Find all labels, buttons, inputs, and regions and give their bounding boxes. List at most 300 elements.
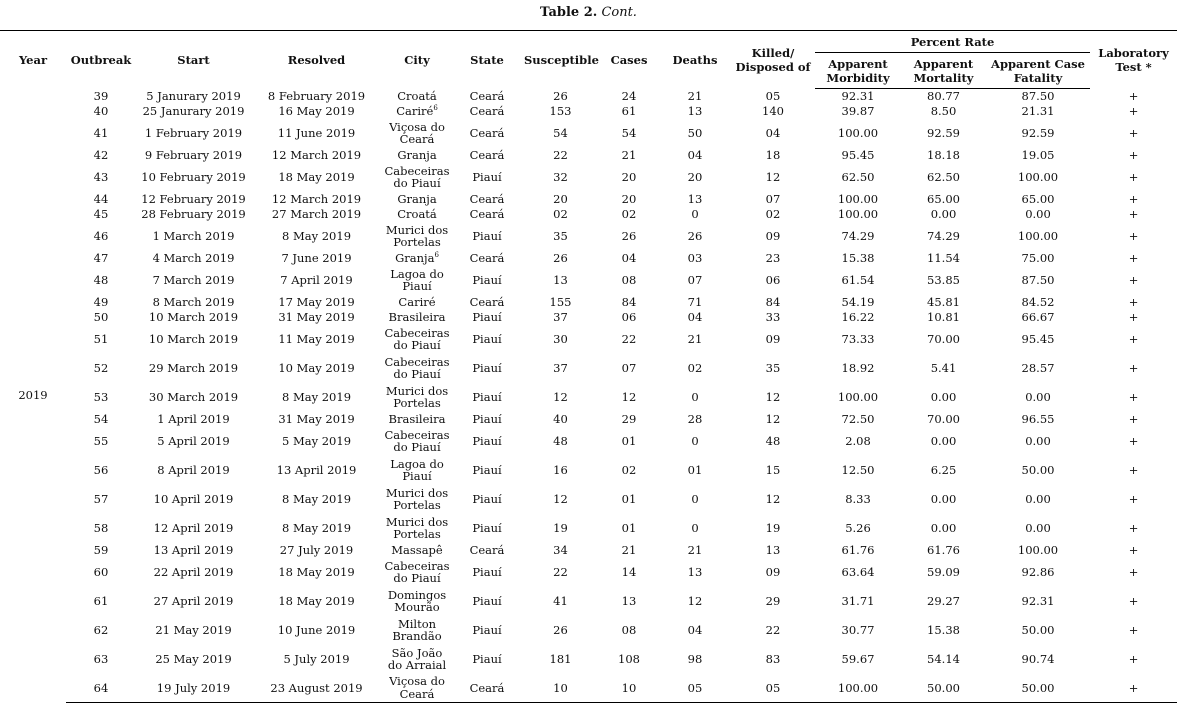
lab-test-cell: + bbox=[1128, 125, 1139, 140]
city-cell bbox=[382, 325, 452, 354]
susceptible-cell: 40 bbox=[553, 411, 568, 426]
header-apparent-mortality: Apparent Mortality bbox=[901, 53, 986, 89]
start-cell: 10 February 2019 bbox=[141, 169, 246, 184]
city-cell bbox=[382, 207, 452, 222]
killed-cell: 06 bbox=[765, 272, 781, 287]
outbreak-cell: 53 bbox=[93, 389, 109, 404]
resolved-cell: 8 May 2019 bbox=[281, 389, 352, 404]
deaths-cell: 07 bbox=[687, 272, 703, 287]
fatality-cell: 0.00 bbox=[1025, 520, 1051, 535]
table-row bbox=[0, 456, 1177, 485]
header-year: Year bbox=[0, 31, 66, 89]
city-name: Viçosa do Ceará bbox=[389, 119, 445, 146]
table-row bbox=[0, 354, 1177, 383]
lab-test-cell: + bbox=[1128, 309, 1139, 324]
morbidity-cell: 100.00 bbox=[815, 674, 901, 703]
resolved-cell: 12 March 2019 bbox=[271, 191, 362, 206]
mortality-cell: 8.50 bbox=[930, 103, 957, 118]
killed-cell: 29 bbox=[765, 593, 781, 608]
header-resolved: Resolved bbox=[251, 31, 382, 89]
table-row bbox=[0, 89, 1177, 104]
table-row bbox=[0, 412, 1177, 427]
mortality-cell: 6.25 bbox=[930, 462, 957, 477]
header-outbreak: Outbreak bbox=[66, 31, 136, 89]
city-name: Granja bbox=[397, 191, 437, 206]
mortality-cell: 29.27 bbox=[927, 593, 960, 608]
lab-test-cell: + bbox=[1128, 206, 1139, 221]
state-cell: Ceará bbox=[469, 250, 505, 265]
table-body bbox=[0, 89, 1177, 703]
state-cell: Piauí bbox=[472, 462, 502, 477]
outbreak-cell: 47 bbox=[93, 250, 109, 265]
deaths-cell: 13 bbox=[687, 191, 703, 206]
outbreak-cell: 42 bbox=[93, 147, 109, 162]
killed-cell: 04 bbox=[765, 125, 781, 140]
resolved-cell: 18 May 2019 bbox=[278, 593, 355, 608]
year-cell: 2019 bbox=[18, 388, 48, 403]
cases-cell: 10 bbox=[599, 674, 659, 703]
deaths-cell: 21 bbox=[687, 88, 703, 103]
state-cell: Piauí bbox=[472, 389, 502, 404]
lab-test-cell: + bbox=[1090, 674, 1177, 703]
state-cell: Ceará bbox=[469, 88, 505, 103]
fatality-cell: 50.00 bbox=[986, 674, 1090, 703]
mortality-cell: 61.76 bbox=[927, 542, 960, 557]
susceptible-cell: 153 bbox=[549, 103, 572, 118]
cases-cell: 84 bbox=[621, 294, 637, 309]
state-cell: Ceará bbox=[452, 674, 522, 703]
mortality-cell: 0.00 bbox=[930, 433, 957, 448]
deaths-cell: 13 bbox=[687, 564, 703, 579]
table-row bbox=[0, 325, 1177, 354]
city-name: São João do Arraial bbox=[387, 645, 447, 672]
city-name: Murici dos Portelas bbox=[385, 514, 449, 541]
morbidity-cell: 15.38 bbox=[841, 250, 875, 265]
morbidity-cell: 5.26 bbox=[845, 520, 871, 535]
city-cell bbox=[382, 383, 452, 412]
outbreak-cell: 61 bbox=[93, 593, 109, 608]
city-cell bbox=[382, 119, 452, 148]
city-name: Brasileira bbox=[388, 411, 446, 426]
city-name: Massapê bbox=[391, 542, 443, 557]
morbidity-cell: 39.87 bbox=[841, 103, 875, 118]
morbidity-cell: 100.00 bbox=[837, 191, 879, 206]
resolved-cell: 8 May 2019 bbox=[281, 491, 352, 506]
start-cell: 4 March 2019 bbox=[152, 250, 235, 265]
susceptible-cell: 26 bbox=[553, 88, 568, 103]
city-cell bbox=[382, 427, 452, 456]
city-name: Cabeceiras do Piauí bbox=[384, 558, 450, 585]
header-state: State bbox=[452, 31, 522, 89]
cases-cell: 13 bbox=[621, 593, 637, 608]
city-name: Murici dos Portelas bbox=[385, 383, 449, 410]
outbreak-cell: 56 bbox=[93, 462, 109, 477]
state-cell: Piauí bbox=[472, 520, 502, 535]
start-cell: 25 Janurary 2019 bbox=[142, 103, 245, 118]
state-cell: Piauí bbox=[472, 491, 502, 506]
deaths-cell: 26 bbox=[687, 228, 703, 243]
resolved-cell: 8 February 2019 bbox=[267, 88, 366, 103]
state-cell: Ceará bbox=[469, 542, 505, 557]
state-cell: Ceará bbox=[469, 125, 505, 140]
city-name: Murici dos Portelas bbox=[385, 485, 449, 512]
state-cell: Ceará bbox=[469, 147, 505, 162]
start-cell: 19 July 2019 bbox=[136, 674, 251, 703]
resolved-cell: 10 May 2019 bbox=[278, 360, 355, 375]
killed-cell: 12 bbox=[765, 491, 781, 506]
fatality-cell: 0.00 bbox=[1025, 206, 1051, 221]
start-cell: 10 March 2019 bbox=[148, 331, 239, 346]
start-cell: 8 April 2019 bbox=[157, 462, 230, 477]
killed-cell: 23 bbox=[765, 250, 781, 265]
deaths-cell: 02 bbox=[687, 360, 703, 375]
start-cell: 22 April 2019 bbox=[153, 564, 234, 579]
susceptible-cell: 30 bbox=[553, 331, 568, 346]
deaths-cell: 12 bbox=[687, 593, 703, 608]
susceptible-cell: 37 bbox=[553, 309, 568, 324]
start-cell: 5 April 2019 bbox=[157, 433, 230, 448]
header-killed: Killed/ Disposed of bbox=[731, 31, 815, 89]
cases-cell: 54 bbox=[621, 125, 637, 140]
city-cell bbox=[382, 222, 452, 251]
city-cell bbox=[382, 645, 452, 674]
fatality-cell: 87.50 bbox=[1021, 272, 1055, 287]
morbidity-cell: 73.33 bbox=[841, 331, 875, 346]
table-row bbox=[0, 148, 1177, 163]
lab-test-cell: + bbox=[1128, 360, 1139, 375]
susceptible-cell: 41 bbox=[553, 593, 568, 608]
killed-cell: 140 bbox=[762, 103, 784, 118]
mortality-cell: 70.00 bbox=[927, 331, 960, 346]
table-row bbox=[0, 645, 1177, 674]
lab-test-cell: + bbox=[1128, 103, 1139, 118]
deaths-cell: 21 bbox=[687, 331, 703, 346]
morbidity-cell: 72.50 bbox=[841, 411, 875, 426]
table-row bbox=[0, 266, 1177, 295]
city-cell bbox=[382, 616, 452, 645]
killed-cell: 84 bbox=[765, 294, 781, 309]
cases-cell: 20 bbox=[621, 191, 637, 206]
start-cell: 12 February 2019 bbox=[141, 191, 246, 206]
city-cell bbox=[382, 310, 452, 325]
city-cell bbox=[382, 456, 452, 485]
morbidity-cell: 61.54 bbox=[841, 272, 875, 287]
fatality-cell: 100.00 bbox=[1017, 169, 1059, 184]
cases-cell: 21 bbox=[621, 147, 637, 162]
resolved-cell: 8 May 2019 bbox=[281, 520, 352, 535]
state-cell: Piauí bbox=[472, 309, 502, 324]
mortality-cell: 0.00 bbox=[930, 491, 957, 506]
resolved-cell: 5 July 2019 bbox=[283, 651, 350, 666]
resolved-cell: 18 May 2019 bbox=[278, 169, 355, 184]
killed-cell: 02 bbox=[765, 206, 781, 221]
morbidity-cell: 63.64 bbox=[841, 564, 875, 579]
outbreak-cell: 49 bbox=[93, 294, 109, 309]
resolved-cell: 11 May 2019 bbox=[278, 331, 355, 346]
header-percent-rate: Percent Rate bbox=[815, 31, 1090, 53]
state-cell: Piauí bbox=[472, 651, 502, 666]
outbreak-cell: 39 bbox=[93, 88, 109, 103]
city-cell bbox=[382, 89, 452, 104]
header-susceptible: Susceptible bbox=[522, 31, 599, 89]
fatality-cell: 0.00 bbox=[1025, 389, 1051, 404]
header-laboratory-test: Laboratory Test * bbox=[1090, 31, 1177, 89]
start-cell: 29 March 2019 bbox=[148, 360, 239, 375]
state-cell: Piauí bbox=[472, 564, 502, 579]
lab-test-cell: + bbox=[1128, 169, 1139, 184]
cases-cell: 02 bbox=[621, 206, 637, 221]
deaths-cell: 28 bbox=[687, 411, 703, 426]
deaths-cell: 50 bbox=[687, 125, 703, 140]
resolved-cell: 11 June 2019 bbox=[277, 125, 356, 140]
city-cell bbox=[382, 192, 452, 207]
city-cell bbox=[382, 163, 452, 192]
table-row bbox=[0, 251, 1177, 266]
susceptible-cell: 48 bbox=[553, 433, 568, 448]
city-name: Cabeceiras do Piauí bbox=[384, 354, 450, 381]
start-cell: 7 March 2019 bbox=[152, 272, 235, 287]
killed-cell: 13 bbox=[765, 542, 781, 557]
outbreak-cell: 55 bbox=[93, 433, 109, 448]
city-name: Lagoa do Piauí bbox=[390, 266, 444, 293]
fatality-cell: 95.45 bbox=[1021, 331, 1055, 346]
resolved-cell: 31 May 2019 bbox=[278, 309, 355, 324]
table-row bbox=[0, 558, 1177, 587]
morbidity-cell: 2.08 bbox=[845, 433, 871, 448]
header-apparent-morbidity: Apparent Morbidity bbox=[815, 53, 901, 89]
table-row bbox=[0, 514, 1177, 543]
morbidity-cell: 92.31 bbox=[841, 89, 875, 103]
table-row bbox=[0, 222, 1177, 251]
morbidity-cell: 61.76 bbox=[841, 542, 875, 557]
cases-cell: 07 bbox=[621, 360, 637, 375]
state-cell: Piauí bbox=[472, 622, 502, 637]
susceptible-cell: 37 bbox=[553, 360, 568, 375]
outbreak-cell: 59 bbox=[93, 542, 109, 557]
fatality-cell: 66.67 bbox=[1021, 309, 1055, 324]
killed-cell: 09 bbox=[765, 331, 781, 346]
state-cell: Piauí bbox=[472, 433, 502, 448]
cases-cell: 14 bbox=[621, 564, 637, 579]
city-cell bbox=[382, 514, 452, 543]
mortality-cell: 0.00 bbox=[930, 520, 957, 535]
fatality-cell: 87.50 bbox=[1021, 89, 1055, 103]
resolved-cell: 7 June 2019 bbox=[281, 250, 352, 265]
table-row bbox=[0, 543, 1177, 558]
start-cell: 9 February 2019 bbox=[144, 147, 243, 162]
susceptible-cell: 26 bbox=[553, 250, 568, 265]
start-cell: 1 February 2019 bbox=[144, 125, 243, 140]
susceptible-cell: 19 bbox=[553, 520, 568, 535]
cases-cell: 08 bbox=[621, 622, 637, 637]
cases-cell: 29 bbox=[621, 411, 637, 426]
outbreak-cell: 48 bbox=[93, 272, 109, 287]
header-apparent-case-fatality: Apparent Case Fatality bbox=[986, 53, 1090, 89]
killed-cell: 09 bbox=[765, 228, 781, 243]
fatality-cell: 21.31 bbox=[1021, 103, 1055, 118]
resolved-cell: 17 May 2019 bbox=[278, 294, 355, 309]
morbidity-cell: 16.22 bbox=[841, 309, 875, 324]
city-cell bbox=[382, 412, 452, 427]
resolved-cell: 27 March 2019 bbox=[271, 206, 362, 221]
killed-cell: 19 bbox=[765, 520, 781, 535]
fatality-cell: 28.57 bbox=[1021, 360, 1055, 375]
morbidity-cell: 59.67 bbox=[841, 651, 875, 666]
cases-cell: 01 bbox=[621, 520, 637, 535]
susceptible-cell: 10 bbox=[522, 674, 599, 703]
resolved-cell: 23 August 2019 bbox=[251, 674, 382, 703]
outbreak-cell: 46 bbox=[93, 228, 109, 243]
killed-cell: 15 bbox=[765, 462, 781, 477]
mortality-cell: 0.00 bbox=[930, 206, 957, 221]
outbreak-cell: 43 bbox=[93, 169, 109, 184]
cases-cell: 61 bbox=[621, 103, 637, 118]
city-cell bbox=[382, 104, 452, 119]
susceptible-cell: 22 bbox=[553, 147, 568, 162]
header-deaths: Deaths bbox=[659, 31, 731, 89]
start-cell: 13 April 2019 bbox=[153, 542, 234, 557]
lab-test-cell: + bbox=[1128, 272, 1139, 287]
outbreak-cell: 41 bbox=[93, 125, 109, 140]
killed-cell: 12 bbox=[765, 169, 781, 184]
state-cell: Piauí bbox=[472, 169, 502, 184]
state-cell: Piauí bbox=[472, 272, 502, 287]
city-cell bbox=[382, 485, 452, 514]
city-name: Croatá bbox=[397, 206, 437, 221]
city-name: Domingos Mourão bbox=[387, 587, 447, 614]
start-cell: 1 March 2019 bbox=[152, 228, 235, 243]
susceptible-cell: 13 bbox=[553, 272, 568, 287]
lab-test-cell: + bbox=[1128, 147, 1139, 162]
killed-cell: 83 bbox=[765, 651, 781, 666]
killed-cell: 35 bbox=[765, 360, 781, 375]
mortality-cell: 53.85 bbox=[927, 272, 960, 287]
outbreak-cell: 52 bbox=[93, 360, 109, 375]
table-row bbox=[0, 587, 1177, 616]
susceptible-cell: 02 bbox=[553, 206, 568, 221]
mortality-cell: 0.00 bbox=[930, 389, 957, 404]
outbreak-table bbox=[0, 30, 1177, 703]
table-row bbox=[0, 310, 1177, 325]
lab-test-cell: + bbox=[1128, 622, 1139, 637]
lab-test-cell: + bbox=[1128, 294, 1139, 309]
killed-cell: 05 bbox=[765, 88, 781, 103]
resolved-cell: 16 May 2019 bbox=[278, 103, 355, 118]
city-cell bbox=[382, 266, 452, 295]
morbidity-cell: 54.19 bbox=[841, 294, 875, 309]
outbreak-cell: 44 bbox=[93, 191, 109, 206]
morbidity-cell: 30.77 bbox=[841, 622, 875, 637]
city-cell bbox=[382, 295, 452, 310]
morbidity-cell: 8.33 bbox=[845, 491, 871, 506]
fatality-cell: 90.74 bbox=[1021, 651, 1055, 666]
footnote-marker: 6 bbox=[433, 103, 438, 112]
cases-cell: 06 bbox=[621, 309, 637, 324]
susceptible-cell: 35 bbox=[553, 228, 568, 243]
lab-test-cell: + bbox=[1128, 389, 1139, 404]
fatality-cell: 50.00 bbox=[1021, 462, 1055, 477]
killed-cell: 18 bbox=[765, 147, 781, 162]
morbidity-cell: 62.50 bbox=[841, 169, 875, 184]
killed-cell: 12 bbox=[765, 411, 781, 426]
morbidity-cell: 74.29 bbox=[841, 228, 875, 243]
state-cell: Ceará bbox=[469, 294, 505, 309]
deaths-cell: 0 bbox=[691, 389, 699, 404]
outbreak-cell: 63 bbox=[93, 651, 109, 666]
city-name: Viçosa do Ceará bbox=[389, 674, 445, 701]
resolved-cell: 7 April 2019 bbox=[280, 272, 353, 287]
mortality-cell: 15.38 bbox=[927, 622, 960, 637]
city-cell bbox=[382, 674, 452, 703]
fatality-cell: 92.31 bbox=[1021, 593, 1055, 608]
fatality-cell: 0.00 bbox=[1025, 433, 1051, 448]
lab-test-cell: + bbox=[1128, 491, 1139, 506]
city-cell bbox=[382, 587, 452, 616]
resolved-cell: 27 July 2019 bbox=[279, 542, 354, 557]
deaths-cell: 13 bbox=[687, 103, 703, 118]
lab-test-cell: + bbox=[1128, 331, 1139, 346]
cases-cell: 01 bbox=[621, 491, 637, 506]
resolved-cell: 10 June 2019 bbox=[277, 622, 356, 637]
outbreak-cell: 40 bbox=[93, 103, 109, 118]
state-cell: Piauí bbox=[472, 593, 502, 608]
lab-test-cell: + bbox=[1128, 542, 1139, 557]
cases-cell: 20 bbox=[621, 169, 637, 184]
table-row bbox=[0, 295, 1177, 310]
table-row bbox=[0, 383, 1177, 412]
header-city: City bbox=[382, 31, 452, 89]
mortality-cell: 11.54 bbox=[927, 250, 960, 265]
resolved-cell: 31 May 2019 bbox=[278, 411, 355, 426]
morbidity-cell: 18.92 bbox=[841, 360, 875, 375]
killed-cell: 05 bbox=[731, 674, 815, 703]
state-cell: Piauí bbox=[472, 228, 502, 243]
fatality-cell: 96.55 bbox=[1021, 411, 1055, 426]
mortality-cell: 65.00 bbox=[927, 191, 960, 206]
state-cell: Piauí bbox=[472, 411, 502, 426]
mortality-cell: 54.14 bbox=[927, 651, 960, 666]
lab-test-cell: + bbox=[1128, 520, 1139, 535]
mortality-cell: 92.59 bbox=[927, 125, 960, 140]
killed-cell: 33 bbox=[765, 309, 781, 324]
susceptible-cell: 155 bbox=[549, 294, 572, 309]
deaths-cell: 01 bbox=[687, 462, 703, 477]
start-cell: 8 March 2019 bbox=[152, 294, 235, 309]
killed-cell: 09 bbox=[765, 564, 781, 579]
mortality-cell: 50.00 bbox=[901, 674, 986, 703]
mortality-cell: 10.81 bbox=[927, 309, 960, 324]
fatality-cell: 100.00 bbox=[1017, 228, 1059, 243]
deaths-cell: 98 bbox=[687, 651, 703, 666]
susceptible-cell: 32 bbox=[553, 169, 568, 184]
lab-test-cell: + bbox=[1128, 250, 1139, 265]
outbreak-cell: 57 bbox=[93, 491, 109, 506]
table-row bbox=[0, 192, 1177, 207]
city-name: Cariré bbox=[396, 103, 434, 118]
table-row bbox=[0, 119, 1177, 148]
outbreak-cell: 62 bbox=[93, 622, 109, 637]
susceptible-cell: 20 bbox=[553, 191, 568, 206]
morbidity-cell: 100.00 bbox=[837, 206, 879, 221]
mortality-cell: 70.00 bbox=[927, 411, 960, 426]
lab-test-cell: + bbox=[1128, 564, 1139, 579]
mortality-cell: 45.81 bbox=[927, 294, 960, 309]
lab-test-cell: + bbox=[1128, 191, 1139, 206]
start-cell: 1 April 2019 bbox=[157, 411, 230, 426]
outbreak-cell: 54 bbox=[93, 411, 109, 426]
outbreak-cell: 50 bbox=[93, 309, 109, 324]
cases-cell: 26 bbox=[621, 228, 637, 243]
